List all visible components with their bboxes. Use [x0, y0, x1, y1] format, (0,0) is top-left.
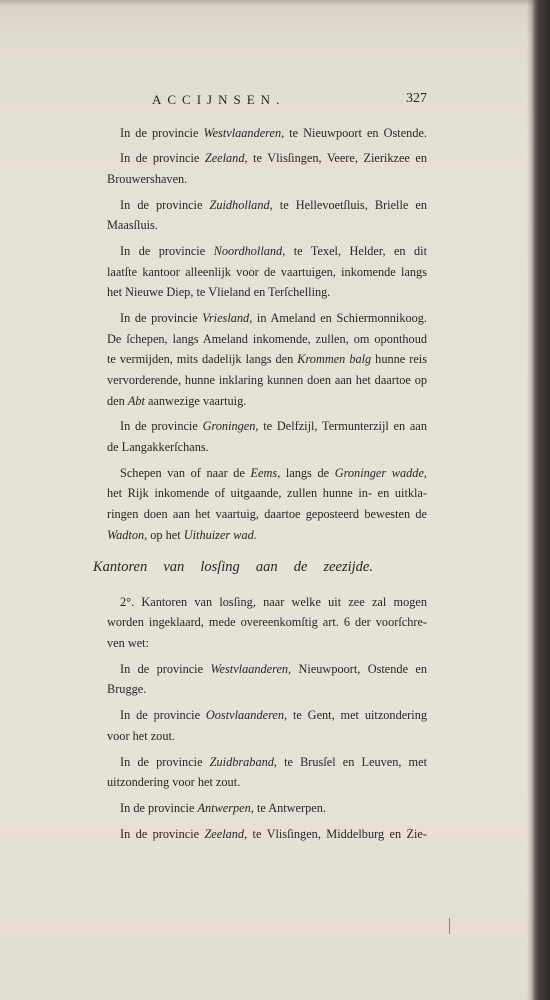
italic-name: Noordholland	[213, 244, 283, 259]
text-body	[93, 123, 428, 850]
text-line	[107, 262, 427, 283]
text-run: In de provincie	[120, 244, 214, 259]
italic-name: Vriesland	[202, 311, 250, 326]
text-run: , te Texel, Helder, en dit	[282, 244, 427, 259]
text-run: , te Antwerpen.	[250, 800, 326, 815]
section-unloading-offices	[107, 592, 427, 844]
text-line	[107, 463, 427, 484]
section-heading-text: Kantoren van losſing aan de zeezijde.	[93, 558, 373, 575]
margin-mark	[449, 918, 450, 934]
paragraph	[107, 241, 427, 303]
text-line	[107, 215, 427, 236]
text-run: , langs de	[277, 465, 335, 480]
text-line	[107, 633, 427, 654]
italic-name: Zuidbraband	[209, 754, 274, 769]
page-number: 327	[406, 91, 427, 106]
text-run: aanwezige vaartuig.	[144, 393, 247, 408]
text-line	[107, 349, 427, 370]
paragraph	[107, 824, 427, 845]
text-run: ringen doen aan het vaartuig, daartoe geposteerd bewesten de	[107, 506, 428, 521]
text-run: , op het	[144, 527, 184, 542]
paragraph	[107, 463, 427, 545]
text-line	[107, 726, 427, 747]
text-run: In de provincie	[120, 419, 203, 434]
text-run: In de provincie	[120, 826, 205, 841]
text-line	[107, 752, 427, 773]
running-title: ACCIJNSEN.	[152, 92, 286, 107]
text-run: , te Vlisſingen, Veere, Zierikzee en	[244, 151, 427, 166]
italic-name: Westvlaanderen	[210, 661, 289, 676]
italic-name: Oostvlaanderen	[205, 708, 284, 723]
text-run: In de provincie	[120, 151, 205, 166]
text-run: Brouwershaven.	[107, 172, 188, 187]
page-top-shadow	[0, 0, 550, 6]
italic-name: Uithuizer wad.	[183, 527, 257, 542]
text-line	[107, 123, 427, 144]
text-run: uitzondering voor het zout.	[107, 775, 241, 790]
text-run: In de provincie	[120, 125, 204, 140]
text-run: In de provincie	[120, 197, 210, 212]
italic-name: Groninger wadde	[334, 465, 424, 480]
paragraph	[107, 752, 427, 793]
text-run: , in Ameland en Schiermonnikoog.	[249, 311, 427, 326]
text-run: , te Vlisſingen, Middelburg en Zie-	[244, 826, 427, 841]
text-line	[107, 612, 427, 633]
text-run: Maasſluis.	[107, 218, 158, 233]
text-line	[107, 437, 427, 458]
text-run: In de provincie	[120, 754, 210, 769]
text-line	[107, 416, 427, 437]
text-run: De ſchepen, langs Ameland inkomende, zullen, om oponthoud	[107, 331, 427, 346]
text-line	[107, 592, 427, 613]
text-run: den	[107, 393, 128, 408]
page-edge-shadow	[527, 0, 550, 1000]
italic-name: Zeeland	[204, 151, 245, 166]
text-run: hunne reis	[371, 352, 427, 367]
text-line	[107, 241, 427, 262]
text-line	[107, 705, 427, 726]
text-run: ,	[423, 465, 427, 480]
text-line	[107, 308, 427, 329]
text-line	[107, 798, 427, 819]
text-run: , Nieuwpoort, Ostende en	[288, 661, 428, 676]
text-run: de Langakkerſchans.	[107, 439, 209, 454]
paragraph	[107, 123, 427, 144]
text-run: ven wet:	[107, 636, 150, 651]
paragraph	[107, 416, 427, 457]
text-run: In de provincie	[120, 661, 211, 676]
text-run: , te Hellevoetſluis, Brielle en	[269, 197, 427, 212]
text-run: worden ingeklaard, mede overeenkomſtig art. 6 der voorſchre-	[107, 615, 427, 630]
text-line	[107, 504, 427, 525]
text-line	[107, 370, 427, 391]
text-line	[107, 824, 427, 845]
section-clearance-offices	[107, 123, 427, 545]
text-run: vervorderende, hunne inklaring kunnen doen aan het daartoe op	[107, 372, 427, 387]
italic-name: Abt	[127, 393, 145, 408]
text-run: het Rijk inkomende of uitgaande, zullen hunne in- en uitkla-	[107, 486, 427, 501]
text-line	[107, 391, 427, 412]
text-line	[107, 148, 427, 169]
text-run: In de provincie	[120, 311, 203, 326]
text-run: In de provincie	[120, 800, 198, 815]
italic-name: Groningen	[202, 419, 256, 434]
text-run: Brugge.	[107, 682, 147, 697]
text-run: , te Brusſel en Leuven, met	[273, 754, 427, 769]
text-line	[107, 483, 427, 504]
text-run: Schepen van of naar de	[120, 465, 251, 480]
paragraph	[107, 308, 427, 411]
italic-name: Westvlaanderen	[203, 125, 282, 140]
italic-name: Zuidholland	[209, 197, 270, 212]
paragraph	[107, 659, 427, 700]
text-run: In de provincie	[120, 708, 206, 723]
text-line	[107, 195, 427, 216]
paragraph	[107, 195, 427, 236]
text-run: , te Gent, met uitzondering	[284, 708, 427, 723]
paragraph	[107, 798, 427, 819]
text-run: laatſte kantoor alleenlijk voor de vaartuigen, inkomende langs	[107, 264, 427, 279]
text-line	[107, 282, 427, 303]
text-run: te vermijden, mits dadelijk langs den	[107, 352, 298, 367]
paragraph	[107, 148, 427, 189]
text-line	[107, 169, 427, 190]
text-line	[107, 525, 427, 546]
italic-name: Zeeland	[204, 826, 245, 841]
text-line	[107, 679, 427, 700]
text-line	[107, 659, 427, 680]
text-run: , te Nieuwpoort en Ostende.	[281, 125, 427, 140]
section-heading	[93, 557, 373, 578]
text-run: , te Delfzijl, Termunterzijl en aan	[255, 419, 427, 434]
italic-name: Krommen balg	[297, 352, 372, 367]
text-line	[107, 329, 427, 350]
paragraph	[107, 592, 427, 654]
text-run: het Nieuwe Diep, te Vlieland en Terſchelling.	[107, 285, 331, 300]
italic-name: Eems	[250, 465, 278, 480]
italic-name: Antwerpen	[197, 800, 251, 815]
italic-name: Wadton	[107, 527, 145, 542]
text-run: voor het zout.	[107, 728, 175, 743]
text-line	[107, 772, 427, 793]
paragraph	[107, 705, 427, 746]
text-run: 2°. Kantoren van losſing, naar welke uit zee zal mogen	[120, 594, 427, 609]
